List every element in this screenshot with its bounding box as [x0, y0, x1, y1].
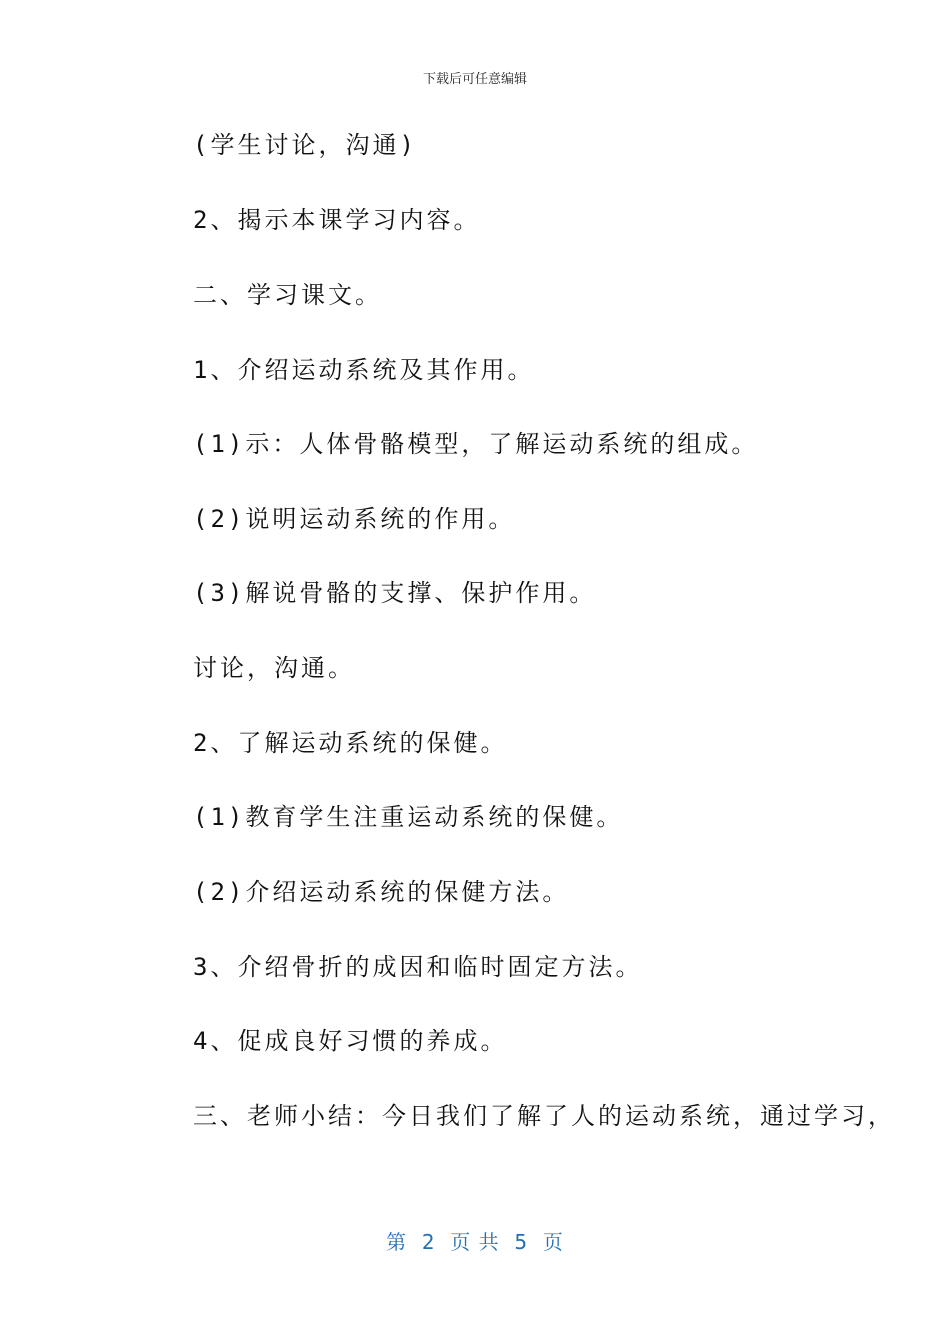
paragraph-line: (1)教育学生注重运动系统的保健。 [193, 803, 624, 831]
paragraph-line: 讨论，沟通。 [193, 654, 355, 682]
paragraph-line: (2)说明运动系统的作用。 [193, 505, 516, 533]
paragraph-line: 3、介绍骨折的成因和临时固定方法。 [193, 953, 643, 981]
paragraph-line: 2、了解运动系统的保健。 [193, 729, 508, 757]
paragraph-line: 二、学习课文。 [193, 281, 382, 309]
header-note: 下载后可任意编辑 [422, 72, 527, 87]
page-number-footer: 第 2 页 共 5 页 [386, 1230, 564, 1254]
paragraph-line: (2)介绍运动系统的保健方法。 [193, 878, 570, 906]
paragraph-line: (3)解说骨骼的支撑、保护作用。 [193, 579, 597, 607]
paragraph-line: (学生讨论，沟通) [193, 131, 417, 159]
paragraph-line: 三、老师小结：今日我们了解了人的运动系统，通过学习， [193, 1102, 895, 1130]
paragraph-line: (1)示：人体骨骼模型，了解运动系统的组成。 [193, 430, 759, 458]
paragraph-line: 2、揭示本课学习内容。 [193, 206, 481, 234]
paragraph-line: 4、促成良好习惯的养成。 [193, 1027, 508, 1055]
paragraph-line: 1、介绍运动系统及其作用。 [193, 356, 535, 384]
